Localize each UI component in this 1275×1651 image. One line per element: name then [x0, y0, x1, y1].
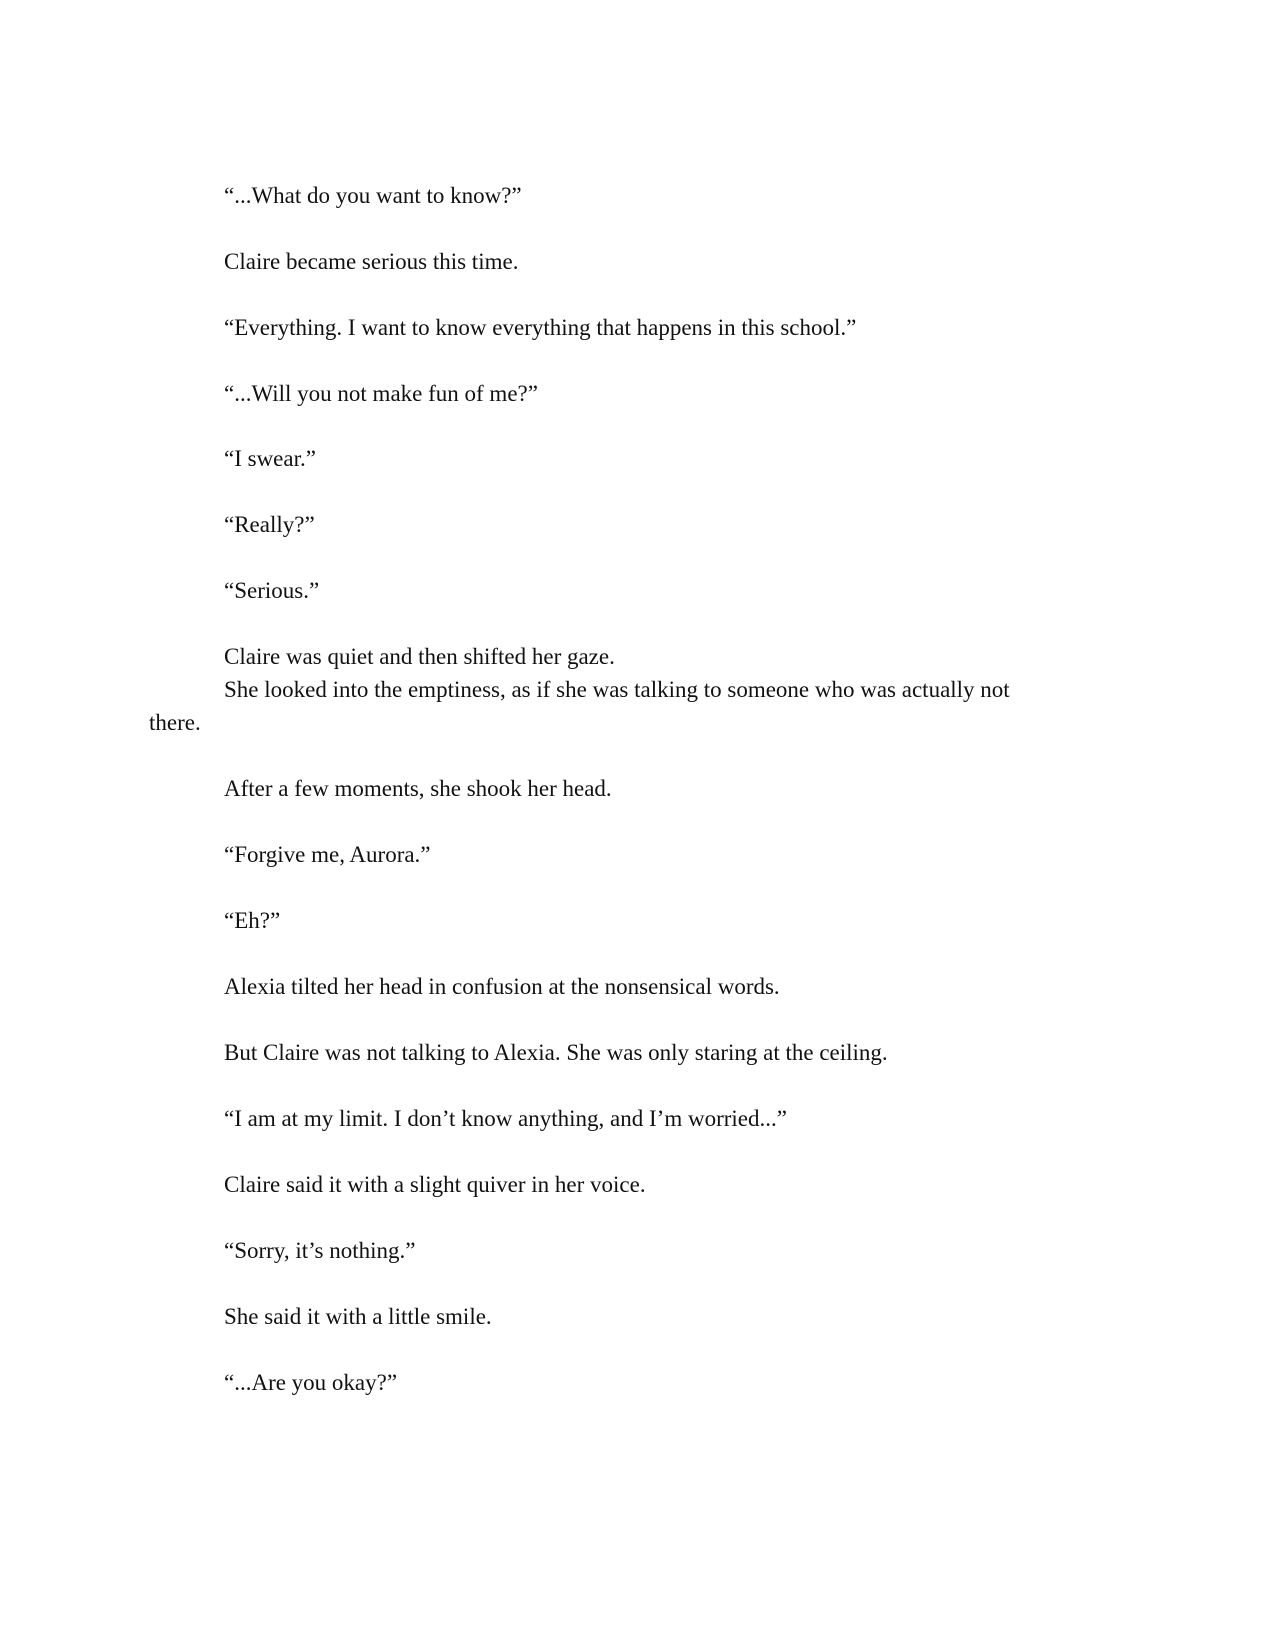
- paragraph-line: “Eh?”: [224, 908, 281, 933]
- paragraph-line: “...Are you okay?”: [224, 1370, 398, 1395]
- paragraph-line: “I swear.”: [224, 446, 316, 471]
- paragraph-line: Claire was quiet and then shifted her gaze.: [224, 644, 615, 669]
- paragraph-line: Alexia tilted her head in confusion at the nonsensical words.: [224, 974, 780, 999]
- paragraph-line: Claire became serious this time.: [224, 249, 519, 274]
- paragraph-line: She looked into the emptiness, as if she was talking to someone who was actually not: [224, 677, 1010, 702]
- paragraph-line-continuation: there.: [149, 710, 201, 735]
- paragraph-line: But Claire was not talking to Alexia. She was only staring at the ceiling.: [224, 1040, 888, 1065]
- paragraph-line: “Everything. I want to know everything that happens in this school.”: [224, 315, 857, 340]
- paragraph-line: Claire said it with a slight quiver in her voice.: [224, 1172, 646, 1197]
- paragraph-line: “Serious.”: [224, 578, 320, 603]
- paragraph-line: “...Will you not make fun of me?”: [224, 381, 538, 406]
- paragraph-line: “Really?”: [224, 512, 315, 537]
- paragraph-line: “...What do you want to know?”: [224, 183, 522, 208]
- paragraph-line: “I am at my limit. I don’t know anything, and I’m worried...”: [224, 1106, 787, 1131]
- paragraph-line: “Forgive me, Aurora.”: [224, 842, 431, 867]
- paragraph-line: She said it with a little smile.: [224, 1304, 492, 1329]
- paragraph-line: After a few moments, she shook her head.: [224, 776, 612, 801]
- paragraph-line: “Sorry, it’s nothing.”: [224, 1238, 416, 1263]
